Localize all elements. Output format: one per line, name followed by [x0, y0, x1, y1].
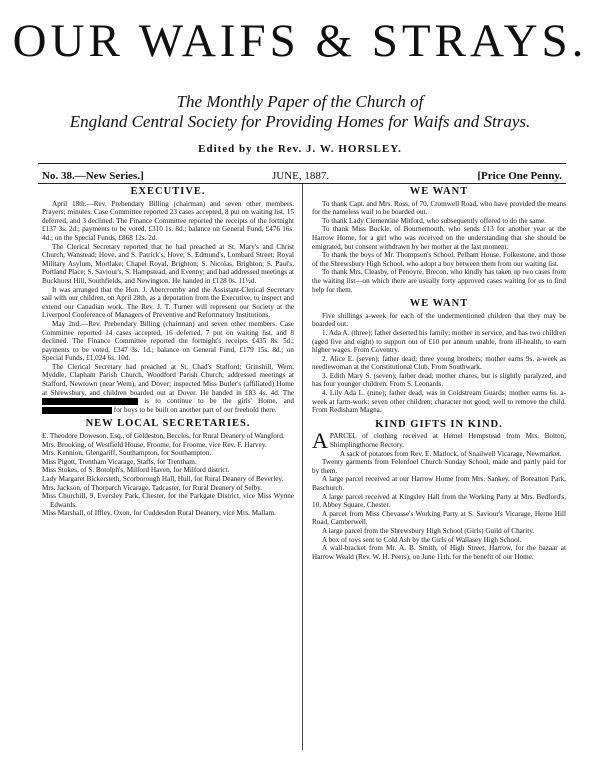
gift-entry: A wall-bracket from Mr. A. B. Smith, of High Street, Harrow, for the bazaar at Harrow Weald (Rev. W. H. Peers), on June 11th, for the benefit of our Home.: [312, 544, 566, 561]
executive-text: is to continue to be the girls' Home, and: [144, 397, 295, 406]
redaction-bar: [42, 407, 112, 414]
executive-paragraph: It was arranged that the Hon. J. Abercromby and the Assistant-Clerical Secretary sail with our children, on April 28th, as a deputation from the Executive, to inspect and extend our Canadian work. The Rev. J. T. Turner will represent our Society at the Liverpool Conference of Managers of Preventive and Reformatory Institutions.: [42, 285, 294, 320]
right-column: [312, 188, 566, 561]
executive-paragraph: April 18th.—Rev. Prebendary Billing (chairman) and seven other members. Prayers; minutes. Case Committee reported 23 cases accepted, 8 put on waiting list, 15 deferred, and 3 declined. The Finance Committee reported the receipts of the fortnight £137 3s. 2d.; payments to be voted, £310 1s. 8d.; balance on General Fund, £476 16s. 4d.; on the Special Funds, £868 12s. 2d.: [42, 199, 294, 242]
secretary-entry: Lady Margaret Bickersteth, Scorborough Hall, Hull, for Rural Deanery of Beverley.: [42, 475, 284, 483]
gift-entry: A box of toys sent to Cold Ash by the Girls of Wallasey High School.: [322, 535, 522, 544]
secretary-entry: Miss Pigott, Trentham Vicarage, Staffs, for Trentham.: [42, 457, 197, 466]
executive-paragraph: May 2nd.—Rev. Prebendary Billing (chairman) and seven other members. Case Committee reported 14 cases accepted, 16 deferred, 7 put on waiting list, and 8 declined. The Finance Committee reported the fortnight's receipts £435 8s. 5d.; payments to be voted, £347 3s. 1d.; balance on General Fund, £179 15s. 8d.; on Special Funds, £1,024 6s. 10d.: [42, 319, 294, 363]
executive-heading: EXECUTIVE.: [130, 186, 206, 197]
gift-entry: A sack of potatoes from Rev. E. Matlock, of Snailwell Vicarage, Newmarket.: [339, 449, 562, 458]
gift-entry: Twenty garments from Felenfoel Church Sunday School, made and partly paid for by them.: [312, 458, 566, 475]
issue-number: No. 38.—New Series.]: [42, 170, 144, 182]
child-entry: 4. Lily Ada L. (nine); father dead, was in Coldstream Guards; mother earns 6s. a-week at farm-work; seven other children; character not good; well to remove the child. From Redisham Magna.: [312, 389, 566, 415]
subtitle-line-2: England Central Society for Providing Homes for Waifs and Strays.: [69, 112, 531, 131]
gift-entry: A large parcel from the Shrewsbury High School (Girls) Guild of Charity.: [322, 526, 535, 535]
issue-price: [Price One Penny.: [477, 170, 562, 182]
secretary-entry: Miss Stokes, of S. Botolph's, Milford Haven, for Milford district.: [42, 466, 230, 475]
redaction-bar: [42, 398, 138, 405]
child-entry: 3. Edith Mary S. (seven); father dead; mother chares, but is slightly paralyzed, and has four younger children. From S. Leonards.: [312, 371, 566, 389]
we-want-paragraph: To thank Lady Clementine Mitford, who subsequently offered to do the same.: [322, 216, 546, 225]
subtitle-line-1: The Monthly Paper of the Church of: [176, 92, 424, 111]
we-want-paragraph: To thank the boys of Mr. Thompson's School, Pelham House, Folkestone, and those of the Shrewsbury High School, who adopt a boy between them from our waiting list.: [312, 251, 566, 268]
column-divider: [302, 184, 303, 750]
subtitle: [0, 92, 600, 132]
secretary-entry: Miss Marshall, of Iffley, Oxon, for Cuddesdon Rural Deanery, vice Mrs. Mallam.: [42, 509, 276, 518]
gift-entry: A large parcel received at Kingsley Hall from the Working Party at Mrs. Bedford's, 10, Abbey Square, Chester.: [312, 492, 566, 510]
top-rule: [38, 163, 566, 164]
executive-paragraph: [42, 363, 294, 415]
child-entry: 2. Alice E. (seven); father dead; three young brothers; mother earns 9s. a-week as needlewoman at the Constitutional Club. From Southwark.: [312, 354, 566, 372]
gift-entry: A parcel from Miss Chevasse's Working Party at S. Saviour's Vicarage, Herne Hill Road, Camberwell.: [312, 509, 566, 527]
secretary-entry: Mrs. Jackson, of Thorparch Vicarage, Tadcaster, for Rural Deanery of Selby.: [42, 483, 263, 492]
gift-text: PARCEL of clothing received at Hemel Hempstead from Mrs. Bolton, Shimplingthorne Rectory.: [329, 432, 566, 450]
editor-line: Edited by the Rev. J. W. HORSLEY.: [198, 143, 402, 155]
issue-date: JUNE, 1887.: [272, 170, 330, 182]
we-want-paragraph: To thank Mrs. Cleasby, of Penoyre, Brecon, who kindly has taken up two cases from the waiting list—on which there are usually forty approved cases waiting for us to find help for them.: [312, 268, 566, 294]
secretary-entry: Mrs. Brooking, of Westfield House, Froome, for Froome, vice Rev. F. Harvey.: [42, 440, 267, 449]
executive-text: The Clerical Secretary had preached at St. Chad's Stafford; Grinshill, Wem, Myddle, Clapham Parish Church, Woodford Parish Church; addressed meetings at Stafford, Newtown (near Wem), and Dover; inspected Miss Butler's (affiliated) Home at Shrewsbury, and children boarded out at Dover. He handed in £83 4s. 4d. The: [42, 362, 294, 397]
we-want-heading: WE WANT: [409, 186, 469, 197]
gifts-heading: KIND GIFTS IN KIND.: [375, 418, 503, 430]
left-column: [42, 188, 294, 518]
we-want-intro: Five shillings a-week for each of the undermentioned children that they may be boarded out:: [312, 311, 566, 329]
executive-text: for boys to be built on another part of our freehold there.: [113, 405, 277, 414]
we-want-paragraph: To thank Capt. and Mrs. Ross, of 70, Cromwell Road, who have provided the means for the nameless waif to be boarded out.: [312, 199, 566, 217]
gift-entry: A large parcel received at our Harrow Home from Mrs. Sankey, of Boreatton Park, Baschurch.: [312, 475, 566, 492]
drop-cap: A: [312, 428, 328, 454]
executive-paragraph: The Clerical Secretary reported that he had preached at St. Mary's and Christ Church, Wanstead; Hove, and S. Patrick's, Hove; S. Edmund's, Lombard Street; Royal Military Asylum, Mortlake; Chapel Royal, Brighton; S. Nicolas, Brighton; S. Paul's, Portland Place; S. Saviour's, S. Hampstead, and Evenny; and had addressed meetings at Buckhurst Hill, Southfields, and Newington. He handed in £128 0s. 11½d.: [42, 242, 295, 285]
secretaries-heading: NEW LOCAL SECRETARIES.: [85, 418, 251, 430]
we-want-heading-2: WE WANT: [409, 298, 469, 310]
secretary-entry: E. Theodore Doweson, Esq., of Geldeston, Beccles, for Rural Deanery of Wangford.: [42, 432, 285, 441]
masthead: OUR WAIFS & STRAYS.: [12, 15, 588, 67]
we-want-paragraph: To thank Miss Buckle, of Bournemouth, who sends £13 for another year at the Harrow Home, for a girl who was received on the understanding that she should be emigrated, but consent withdrawn by her mother at the last moment.: [312, 225, 566, 251]
secretary-entry: Miss Churchill, 9, Eversley Park, Chester, for the Parkgate District, vice Miss Wynne Edwards.: [42, 492, 294, 509]
child-entry: 1. Ada A. (three); father deserted his family; mother in service, and has two children (aged five and eight) to support out of £10 per annum unable, from ill-health, to earn higher wages. From Coventry.: [312, 328, 566, 355]
secretary-entry: Mrs. Kennion, Glengariff, Southampton, for Southampton.: [42, 449, 212, 458]
